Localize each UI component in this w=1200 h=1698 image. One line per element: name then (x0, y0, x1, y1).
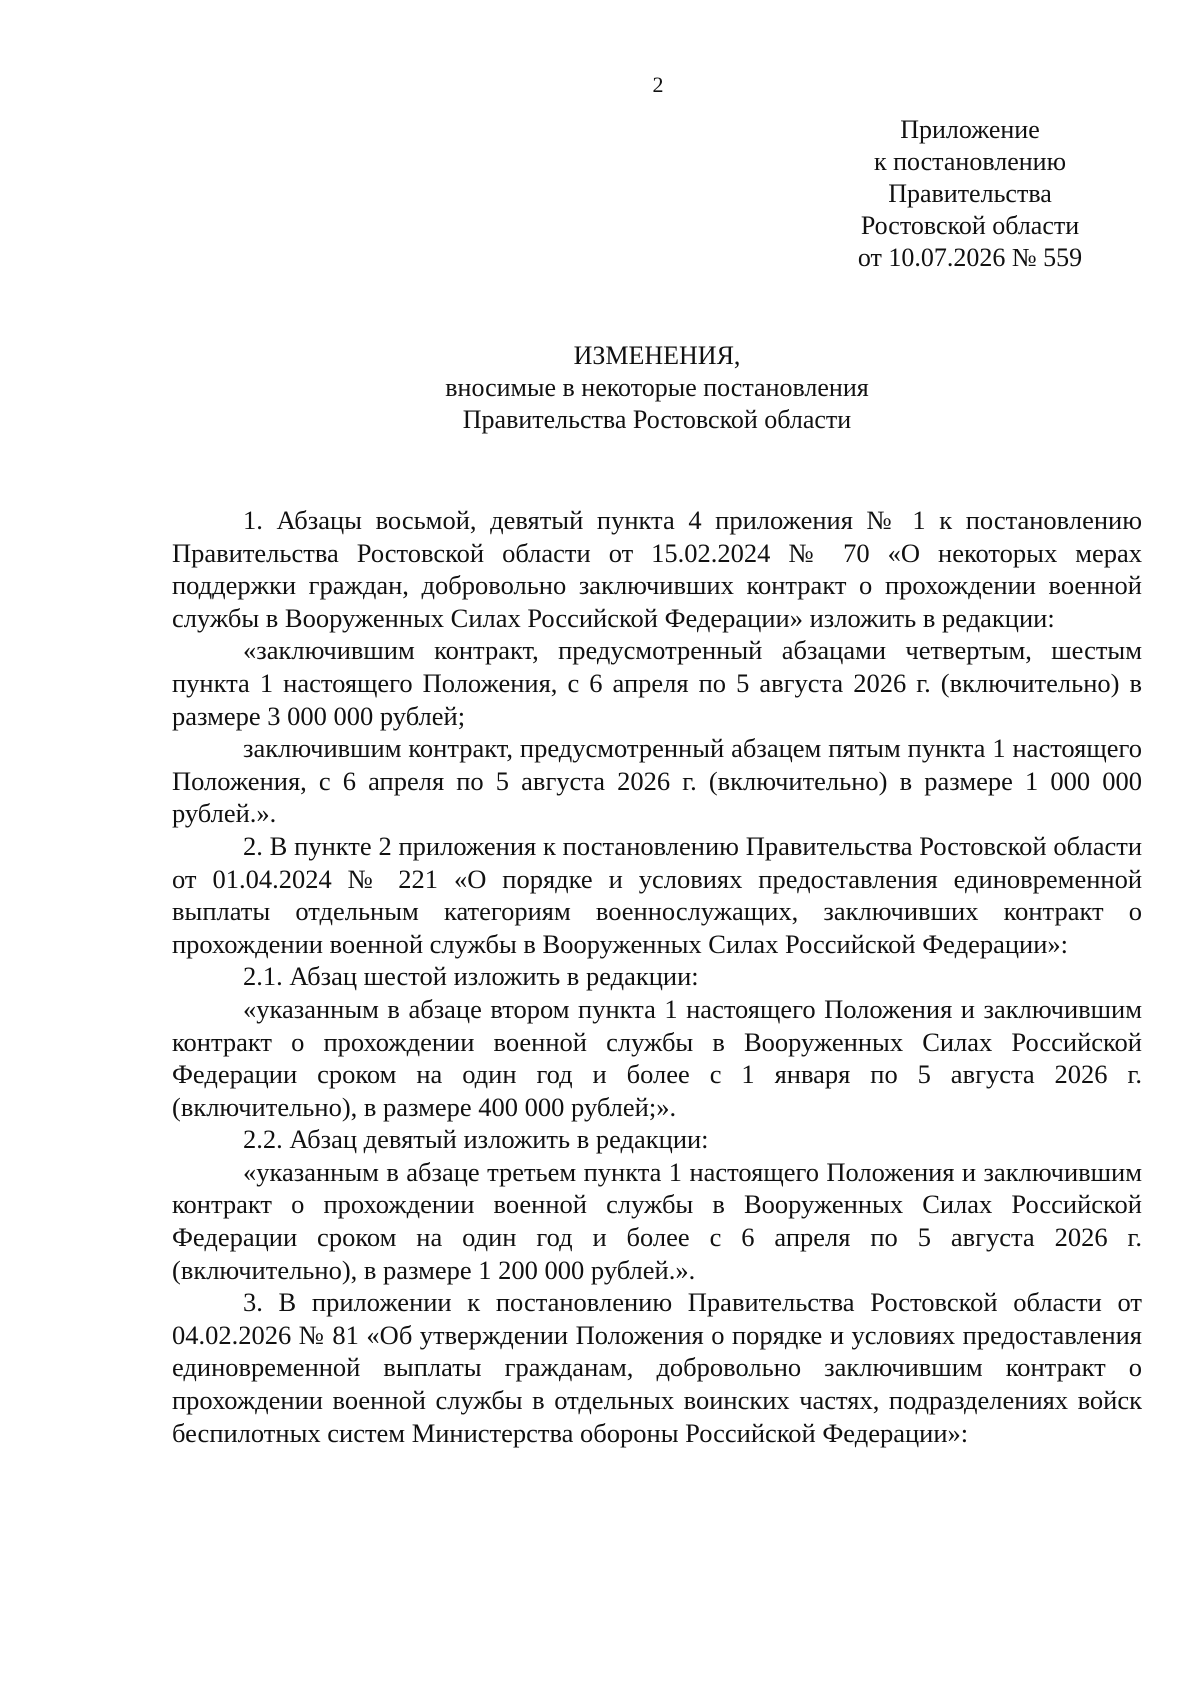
page-number: 2 (652, 72, 664, 97)
appendix-line-date-number: от 10.07.2026 № 559 (857, 243, 1083, 272)
appendix-line-title: Приложение (900, 115, 1040, 144)
paragraph-item-3: 3. В приложении к постановлению Правительства Ростовской области от 04.02.2026 № 81 «Об утверждении Положения о порядке и условиях предоставления единовременной выплаты гражданам, добровольно заключившим контракт о прохождении военной службы в отдельных воинских частях, подразделениях войск беспилотных систем Министерства обороны Российской Федерации»: (172, 1287, 1142, 1448)
paragraph-item-2-1: 2.1. Абзац шестой изложить в редакции: (243, 961, 699, 992)
appendix-line-resolution: к постановлению (873, 147, 1067, 176)
paragraph-quote-1b: заключившим контракт, предусмотренный абзацем пятым пункта 1 настоящего Положения, с 6 апреля по 5 августа 2026 г. (включительно) в размере 1 000 000 рублей.». (172, 733, 1142, 829)
document-subtitle-line-2: Правительства Ростовской области (462, 405, 852, 434)
paragraph-item-2-2: 2.2. Абзац девятый изложить в редакции: (243, 1124, 709, 1155)
appendix-reference-block (800, 114, 1140, 274)
document-heading: ИЗМЕНЕНИЯ, (573, 341, 741, 370)
document-body (172, 504, 1142, 1449)
paragraph-item-1: 1. Абзацы восьмой, девятый пункта 4 приложения № 1 к постановлению Правительства Ростовской области от 15.02.2024 № 70 «О некоторых мерах поддержки граждан, добровольно заключивших контракт о прохождении военной службы в Вооруженных Силах Российской Федерации» изложить в редакции: (172, 505, 1142, 633)
document-subtitle-line-1: вносимые в некоторые постановления (445, 373, 869, 402)
paragraph-quote-1a: «заключившим контракт, предусмотренный абзацами четвертым, шестым пункта 1 настоящего Положения, с 6 апреля по 5 августа 2026 г. (включительно) в размере 3 000 000 рублей; (172, 635, 1142, 731)
appendix-line-region: Ростовской области (860, 211, 1080, 240)
paragraph-item-2: 2. В пункте 2 приложения к постановлению Правительства Ростовской области от 01.04.2024 № 221 «О порядке и условиях предоставления единовременной выплаты отдельным категориям военнослужащих, заключивших контракт о прохождении военной службы в Вооруженных Силах Российской Федерации»: (172, 830, 1142, 959)
appendix-line-government: Правительства (888, 179, 1052, 208)
paragraph-quote-2-2: «указанным в абзаце третьем пункта 1 настоящего Положения и заключившим контракт о прохождении военной службы в Вооруженных Силах Российской Федерации сроком на один год и более с 6 апреля по 5 августа 2026 г. (включительно), в размере 1 200 000 рублей.». (172, 1156, 1142, 1285)
paragraph-quote-2-1: «указанным в абзаце втором пункта 1 настоящего Положения и заключившим контракт о прохождении военной службы в Вооруженных Силах Российской Федерации сроком на один год и более с 1 января по 5 августа 2026 г. (включительно), в размере 400 000 рублей;». (172, 993, 1142, 1122)
document-title-block (172, 340, 1142, 436)
